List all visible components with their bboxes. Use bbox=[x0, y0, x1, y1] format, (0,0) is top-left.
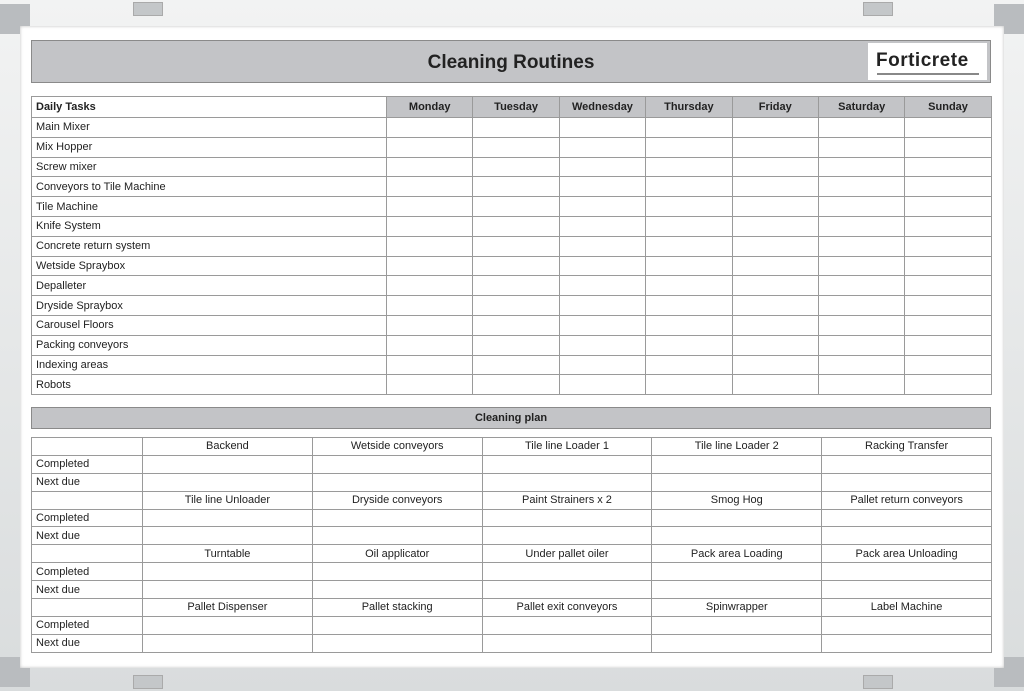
check-cell-tuesday[interactable] bbox=[473, 177, 559, 197]
entry-cell[interactable] bbox=[652, 616, 822, 634]
check-cell-thursday[interactable] bbox=[646, 137, 732, 157]
plan-area-row bbox=[32, 545, 992, 563]
check-cell-friday[interactable] bbox=[732, 355, 818, 375]
entry-cell[interactable] bbox=[312, 509, 482, 527]
check-cell-saturday[interactable] bbox=[818, 118, 904, 138]
check-cell-thursday[interactable] bbox=[646, 197, 732, 217]
check-cell-sunday[interactable] bbox=[905, 157, 991, 177]
entry-cell[interactable] bbox=[312, 527, 482, 545]
check-cell-monday[interactable] bbox=[387, 335, 473, 355]
entry-cell[interactable] bbox=[652, 473, 822, 491]
check-cell-saturday[interactable] bbox=[818, 335, 904, 355]
blank-cell bbox=[32, 438, 143, 456]
check-cell-sunday[interactable] bbox=[905, 296, 991, 316]
entry-cell[interactable] bbox=[482, 473, 652, 491]
row-label: Completed bbox=[32, 455, 143, 473]
plan-completed-row bbox=[32, 616, 992, 634]
entry-cell[interactable] bbox=[312, 581, 482, 599]
check-cell-wednesday[interactable] bbox=[559, 335, 645, 355]
frame-clip bbox=[133, 2, 163, 16]
plan-area-name: Tile line Loader 2 bbox=[652, 438, 822, 456]
check-cell-thursday[interactable] bbox=[646, 216, 732, 236]
entry-cell[interactable] bbox=[312, 634, 482, 652]
day-header-wednesday: Wednesday bbox=[559, 97, 645, 118]
task-label: Depalleter bbox=[32, 276, 387, 296]
check-cell-sunday[interactable] bbox=[905, 315, 991, 335]
day-header-thursday: Thursday bbox=[646, 97, 732, 118]
check-cell-thursday[interactable] bbox=[646, 375, 732, 395]
task-row bbox=[32, 197, 992, 217]
check-cell-tuesday[interactable] bbox=[473, 216, 559, 236]
check-cell-tuesday[interactable] bbox=[473, 118, 559, 138]
task-label: Robots bbox=[32, 375, 387, 395]
check-cell-wednesday[interactable] bbox=[559, 236, 645, 256]
check-cell-saturday[interactable] bbox=[818, 296, 904, 316]
check-cell-tuesday[interactable] bbox=[473, 355, 559, 375]
task-label: Conveyors to Tile Machine bbox=[32, 177, 387, 197]
entry-cell[interactable] bbox=[143, 563, 313, 581]
check-cell-friday[interactable] bbox=[732, 256, 818, 276]
check-cell-wednesday[interactable] bbox=[559, 355, 645, 375]
check-cell-tuesday[interactable] bbox=[473, 157, 559, 177]
check-cell-sunday[interactable] bbox=[905, 137, 991, 157]
task-label: Tile Machine bbox=[32, 197, 387, 217]
row-label: Next due bbox=[32, 527, 143, 545]
check-cell-wednesday[interactable] bbox=[559, 296, 645, 316]
entry-cell[interactable] bbox=[143, 473, 313, 491]
title-bar bbox=[31, 40, 991, 83]
entry-cell[interactable] bbox=[652, 455, 822, 473]
entry-cell[interactable] bbox=[312, 563, 482, 581]
check-cell-thursday[interactable] bbox=[646, 315, 732, 335]
plan-completed-row bbox=[32, 455, 992, 473]
check-cell-friday[interactable] bbox=[732, 137, 818, 157]
check-cell-tuesday[interactable] bbox=[473, 236, 559, 256]
check-cell-monday[interactable] bbox=[387, 276, 473, 296]
check-cell-thursday[interactable] bbox=[646, 118, 732, 138]
check-cell-sunday[interactable] bbox=[905, 276, 991, 296]
task-row bbox=[32, 296, 992, 316]
task-row bbox=[32, 276, 992, 296]
row-label: Next due bbox=[32, 634, 143, 652]
row-label: Completed bbox=[32, 563, 143, 581]
blank-cell bbox=[32, 545, 143, 563]
check-cell-friday[interactable] bbox=[732, 276, 818, 296]
daily-tasks-header: Daily Tasks bbox=[32, 97, 387, 118]
plan-area-row bbox=[32, 599, 992, 617]
task-row bbox=[32, 315, 992, 335]
plan-area-name: Spinwrapper bbox=[652, 599, 822, 617]
plan-area-name: Pallet return conveyors bbox=[822, 491, 992, 509]
plan-next-due-row bbox=[32, 634, 992, 652]
entry-cell[interactable] bbox=[482, 616, 652, 634]
check-cell-sunday[interactable] bbox=[905, 375, 991, 395]
check-cell-tuesday[interactable] bbox=[473, 375, 559, 395]
day-header-sunday: Sunday bbox=[905, 97, 991, 118]
check-cell-sunday[interactable] bbox=[905, 335, 991, 355]
plan-area-row bbox=[32, 491, 992, 509]
row-label: Next due bbox=[32, 473, 143, 491]
plan-area-name: Tile line Loader 1 bbox=[482, 438, 652, 456]
row-label: Completed bbox=[32, 509, 143, 527]
task-label: Dryside Spraybox bbox=[32, 296, 387, 316]
cleaning-plan-title: Cleaning plan bbox=[31, 407, 991, 429]
entry-cell[interactable] bbox=[143, 616, 313, 634]
row-label: Next due bbox=[32, 581, 143, 599]
day-header-tuesday: Tuesday bbox=[473, 97, 559, 118]
check-cell-sunday[interactable] bbox=[905, 355, 991, 375]
check-cell-sunday[interactable] bbox=[905, 177, 991, 197]
plan-area-name: Label Machine bbox=[822, 599, 992, 617]
check-cell-tuesday[interactable] bbox=[473, 315, 559, 335]
check-cell-wednesday[interactable] bbox=[559, 276, 645, 296]
check-cell-saturday[interactable] bbox=[818, 256, 904, 276]
entry-cell[interactable] bbox=[482, 527, 652, 545]
blank-cell bbox=[32, 599, 143, 617]
entry-cell[interactable] bbox=[652, 509, 822, 527]
task-row bbox=[32, 137, 992, 157]
check-cell-saturday[interactable] bbox=[818, 197, 904, 217]
check-cell-friday[interactable] bbox=[732, 236, 818, 256]
check-cell-friday[interactable] bbox=[732, 315, 818, 335]
task-row bbox=[32, 118, 992, 138]
check-cell-monday[interactable] bbox=[387, 137, 473, 157]
check-cell-tuesday[interactable] bbox=[473, 137, 559, 157]
check-cell-thursday[interactable] bbox=[646, 177, 732, 197]
entry-cell[interactable] bbox=[652, 527, 822, 545]
check-cell-thursday[interactable] bbox=[646, 157, 732, 177]
check-cell-friday[interactable] bbox=[732, 157, 818, 177]
task-label: Indexing areas bbox=[32, 355, 387, 375]
task-label: Concrete return system bbox=[32, 236, 387, 256]
plan-next-due-row bbox=[32, 473, 992, 491]
check-cell-sunday[interactable] bbox=[905, 216, 991, 236]
entry-cell[interactable] bbox=[482, 581, 652, 599]
check-cell-tuesday[interactable] bbox=[473, 335, 559, 355]
entry-cell[interactable] bbox=[143, 527, 313, 545]
check-cell-friday[interactable] bbox=[732, 118, 818, 138]
entry-cell[interactable] bbox=[652, 634, 822, 652]
entry-cell[interactable] bbox=[312, 455, 482, 473]
entry-cell[interactable] bbox=[822, 581, 992, 599]
check-cell-friday[interactable] bbox=[732, 177, 818, 197]
frame-clip bbox=[863, 2, 893, 16]
plan-area-row bbox=[32, 438, 992, 456]
plan-area-name: Pallet Dispenser bbox=[143, 599, 313, 617]
row-label: Completed bbox=[32, 616, 143, 634]
daily-tasks-table bbox=[31, 96, 992, 395]
check-cell-tuesday[interactable] bbox=[473, 296, 559, 316]
day-header-friday: Friday bbox=[732, 97, 818, 118]
plan-area-name: Racking Transfer bbox=[822, 438, 992, 456]
entry-cell[interactable] bbox=[143, 455, 313, 473]
check-cell-wednesday[interactable] bbox=[559, 315, 645, 335]
task-row bbox=[32, 177, 992, 197]
task-row bbox=[32, 335, 992, 355]
entry-cell[interactable] bbox=[482, 634, 652, 652]
plan-area-name: Paint Strainers x 2 bbox=[482, 491, 652, 509]
task-row bbox=[32, 355, 992, 375]
plan-next-due-row bbox=[32, 527, 992, 545]
plan-next-due-row bbox=[32, 581, 992, 599]
check-cell-monday[interactable] bbox=[387, 118, 473, 138]
check-cell-friday[interactable] bbox=[732, 375, 818, 395]
entry-cell[interactable] bbox=[143, 509, 313, 527]
entry-cell[interactable] bbox=[143, 581, 313, 599]
check-cell-monday[interactable] bbox=[387, 236, 473, 256]
check-cell-saturday[interactable] bbox=[818, 236, 904, 256]
check-cell-monday[interactable] bbox=[387, 375, 473, 395]
entry-cell[interactable] bbox=[822, 634, 992, 652]
task-label: Mix Hopper bbox=[32, 137, 387, 157]
check-cell-monday[interactable] bbox=[387, 197, 473, 217]
check-cell-sunday[interactable] bbox=[905, 118, 991, 138]
frame-clip bbox=[133, 675, 163, 689]
entry-cell[interactable] bbox=[312, 473, 482, 491]
plan-completed-row bbox=[32, 563, 992, 581]
check-cell-wednesday[interactable] bbox=[559, 118, 645, 138]
check-cell-monday[interactable] bbox=[387, 296, 473, 316]
check-cell-thursday[interactable] bbox=[646, 236, 732, 256]
plan-area-name: Turntable bbox=[143, 545, 313, 563]
check-cell-friday[interactable] bbox=[732, 296, 818, 316]
check-cell-thursday[interactable] bbox=[646, 355, 732, 375]
day-header-saturday: Saturday bbox=[818, 97, 904, 118]
check-cell-monday[interactable] bbox=[387, 216, 473, 236]
plan-completed-row bbox=[32, 509, 992, 527]
task-label: Main Mixer bbox=[32, 118, 387, 138]
plan-area-name: Pallet exit conveyors bbox=[482, 599, 652, 617]
check-cell-monday[interactable] bbox=[387, 355, 473, 375]
check-cell-thursday[interactable] bbox=[646, 276, 732, 296]
check-cell-monday[interactable] bbox=[387, 256, 473, 276]
plan-area-name: Oil applicator bbox=[312, 545, 482, 563]
task-row bbox=[32, 375, 992, 395]
check-cell-wednesday[interactable] bbox=[559, 177, 645, 197]
check-cell-thursday[interactable] bbox=[646, 335, 732, 355]
blank-cell bbox=[32, 491, 143, 509]
frame-clip bbox=[863, 675, 893, 689]
check-cell-thursday[interactable] bbox=[646, 256, 732, 276]
cleaning-plan-table bbox=[31, 437, 992, 653]
check-cell-wednesday[interactable] bbox=[559, 137, 645, 157]
plan-area-name: Backend bbox=[143, 438, 313, 456]
check-cell-sunday[interactable] bbox=[905, 236, 991, 256]
entry-cell[interactable] bbox=[652, 581, 822, 599]
task-label: Wetside Spraybox bbox=[32, 256, 387, 276]
check-cell-wednesday[interactable] bbox=[559, 256, 645, 276]
task-row bbox=[32, 256, 992, 276]
check-cell-monday[interactable] bbox=[387, 177, 473, 197]
task-label: Carousel Floors bbox=[32, 315, 387, 335]
task-row bbox=[32, 157, 992, 177]
check-cell-saturday[interactable] bbox=[818, 137, 904, 157]
check-cell-saturday[interactable] bbox=[818, 375, 904, 395]
entry-cell[interactable] bbox=[822, 563, 992, 581]
logo-text: Forticrete bbox=[876, 50, 969, 71]
check-cell-saturday[interactable] bbox=[818, 315, 904, 335]
entry-cell[interactable] bbox=[482, 455, 652, 473]
plan-area-name: Pack area Loading bbox=[652, 545, 822, 563]
check-cell-tuesday[interactable] bbox=[473, 276, 559, 296]
check-cell-monday[interactable] bbox=[387, 315, 473, 335]
check-cell-thursday[interactable] bbox=[646, 296, 732, 316]
check-cell-tuesday[interactable] bbox=[473, 256, 559, 276]
plan-area-name: Smog Hog bbox=[652, 491, 822, 509]
task-row bbox=[32, 236, 992, 256]
entry-cell[interactable] bbox=[482, 563, 652, 581]
check-cell-saturday[interactable] bbox=[818, 177, 904, 197]
entry-cell[interactable] bbox=[822, 616, 992, 634]
check-cell-sunday[interactable] bbox=[905, 197, 991, 217]
entry-cell[interactable] bbox=[143, 634, 313, 652]
check-cell-sunday[interactable] bbox=[905, 256, 991, 276]
plan-area-name: Dryside conveyors bbox=[312, 491, 482, 509]
entry-cell[interactable] bbox=[312, 616, 482, 634]
check-cell-friday[interactable] bbox=[732, 197, 818, 217]
entry-cell[interactable] bbox=[652, 563, 822, 581]
entry-cell[interactable] bbox=[822, 455, 992, 473]
check-cell-saturday[interactable] bbox=[818, 276, 904, 296]
brand-logo bbox=[868, 43, 987, 80]
entry-cell[interactable] bbox=[822, 509, 992, 527]
check-cell-wednesday[interactable] bbox=[559, 375, 645, 395]
check-cell-tuesday[interactable] bbox=[473, 197, 559, 217]
check-cell-saturday[interactable] bbox=[818, 216, 904, 236]
task-label: Knife System bbox=[32, 216, 387, 236]
day-header-monday: Monday bbox=[387, 97, 473, 118]
task-label: Packing conveyors bbox=[32, 335, 387, 355]
entry-cell[interactable] bbox=[822, 527, 992, 545]
check-cell-saturday[interactable] bbox=[818, 157, 904, 177]
check-cell-friday[interactable] bbox=[732, 216, 818, 236]
check-cell-saturday[interactable] bbox=[818, 355, 904, 375]
entry-cell[interactable] bbox=[822, 473, 992, 491]
entry-cell[interactable] bbox=[482, 509, 652, 527]
page-title: Cleaning Routines bbox=[427, 52, 595, 73]
plan-area-name: Pack area Unloading bbox=[822, 545, 992, 563]
check-cell-friday[interactable] bbox=[732, 335, 818, 355]
plan-area-name: Wetside conveyors bbox=[312, 438, 482, 456]
plan-area-name: Pallet stacking bbox=[312, 599, 482, 617]
task-row bbox=[32, 216, 992, 236]
plan-area-name: Under pallet oiler bbox=[482, 545, 652, 563]
check-cell-monday[interactable] bbox=[387, 157, 473, 177]
plan-area-name: Tile line Unloader bbox=[143, 491, 313, 509]
check-cell-wednesday[interactable] bbox=[559, 157, 645, 177]
check-cell-wednesday[interactable] bbox=[559, 216, 645, 236]
check-cell-wednesday[interactable] bbox=[559, 197, 645, 217]
task-label: Screw mixer bbox=[32, 157, 387, 177]
